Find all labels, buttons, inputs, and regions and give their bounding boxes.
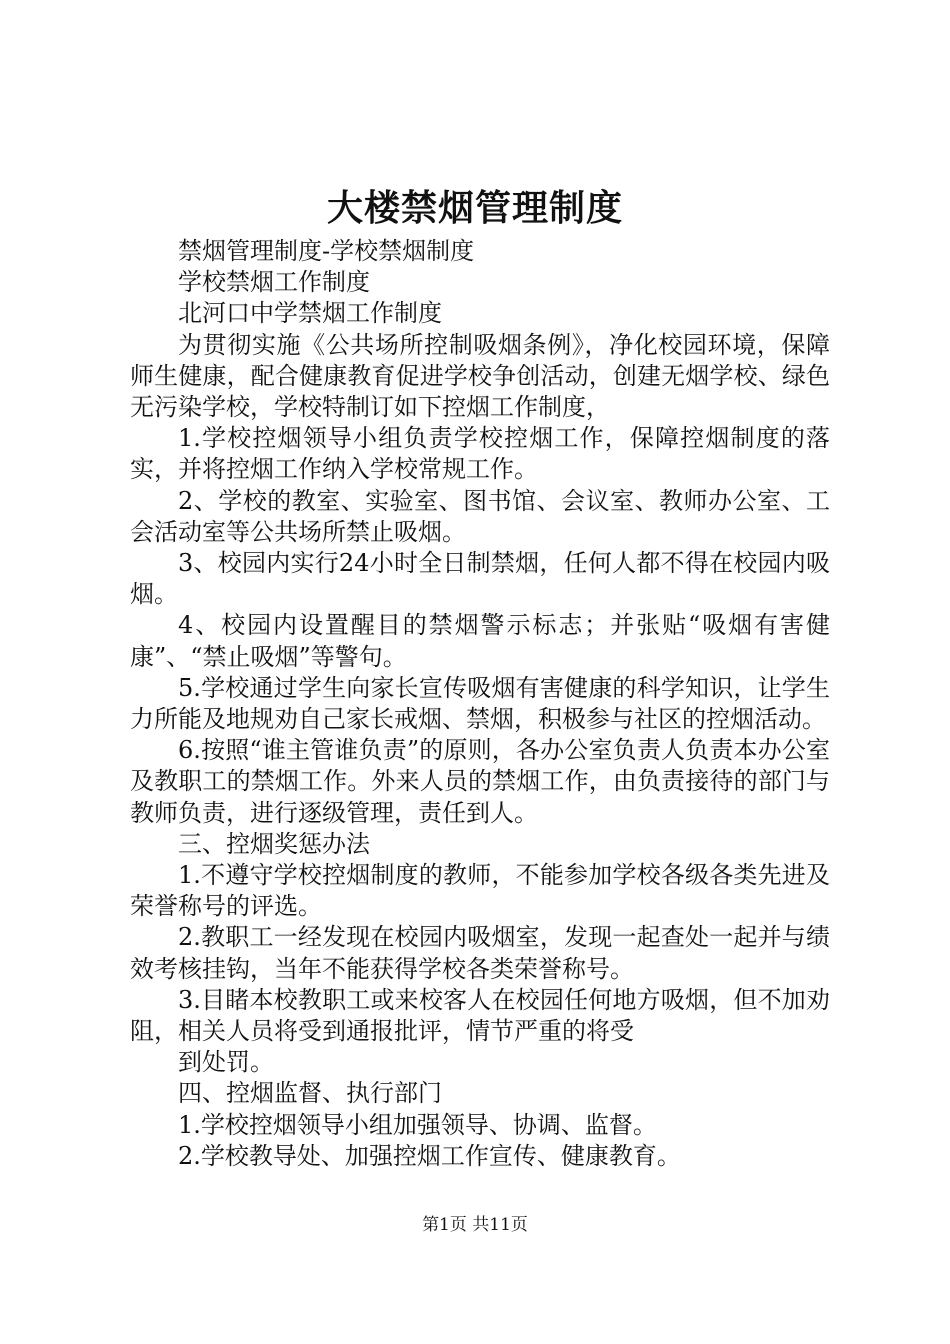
paragraph: 2.学校教导处、加强控烟工作宣传、健康教育。 (178, 1141, 681, 1170)
paragraph: 5.学校通过学生向家长宣传吸烟有害健康的科学知识，让学生力所能及地规劝自己家长戒烟、禁烟，积极参与社区的控烟活动。 (130, 673, 830, 734)
document-title: 大楼禁烟管理制度 (326, 187, 623, 229)
paragraph: 1.不遵守学校控烟制度的教师，不能参加学校各级各类先进及荣誉称号的评选。 (130, 861, 830, 921)
paragraph: 4、校园内设置醒目的禁烟警示标志；并张贴“吸烟有害健康”、“禁止吸烟”等警句。 (130, 611, 830, 671)
paragraph: 北河口中学禁烟工作制度 (178, 299, 442, 328)
paragraph: 3.目睹本校教职工或来校客人在校园任何地方吸烟，但不加劝阻，相关人员将受到通报批评，情节严重的将受 (130, 985, 830, 1046)
paragraph: 2、学校的教室、实验室、图书馆、会议室、教师办公室、工会活动室等公共场所禁止吸烟。 (130, 486, 830, 546)
paragraph: 1.学校控烟领导小组负责学校控烟工作，保障控烟制度的落实，并将控烟工作纳入学校常规工作。 (130, 424, 830, 484)
paragraph: 3、校园内实行24小时全日制禁烟，任何人都不得在校园内吸烟。 (130, 549, 830, 609)
paragraph: 学校禁烟工作制度 (178, 268, 370, 297)
paragraph: 6.按照“谁主管谁负责”的原则，各办公室负责人负责本办公室及教职工的禁烟工作。外来人员的禁烟工作，由负责接待的部门与教师负责，进行逐级管理，责任到人。 (130, 736, 830, 827)
page-footer: 第1页 共11页 (422, 1215, 528, 1235)
section-heading: 三、控烟奖惩办法 (178, 829, 370, 858)
paragraph: 到处罚。 (178, 1048, 274, 1077)
paragraph: 为贯彻实施《公共场所控制吸烟条例》，净化校园环境，保障师生健康，配合健康教育促进学校争创活动，创建无烟学校、绿色无污染学校，学校特制订如下控烟工作制度， (130, 330, 830, 422)
paragraph: 2.教职工一经发现在校园内吸烟室，发现一起查处一起并与绩效考核挂钩，当年不能获得学校各类荣誉称号。 (130, 923, 830, 983)
document-body (130, 236, 830, 1172)
paragraph: 1.学校控烟领导小组加强领导、协调、监督。 (178, 1110, 657, 1139)
section-heading: 四、控烟监督、执行部门 (178, 1079, 442, 1108)
paragraph: 禁烟管理制度-学校禁烟制度 (178, 237, 475, 265)
